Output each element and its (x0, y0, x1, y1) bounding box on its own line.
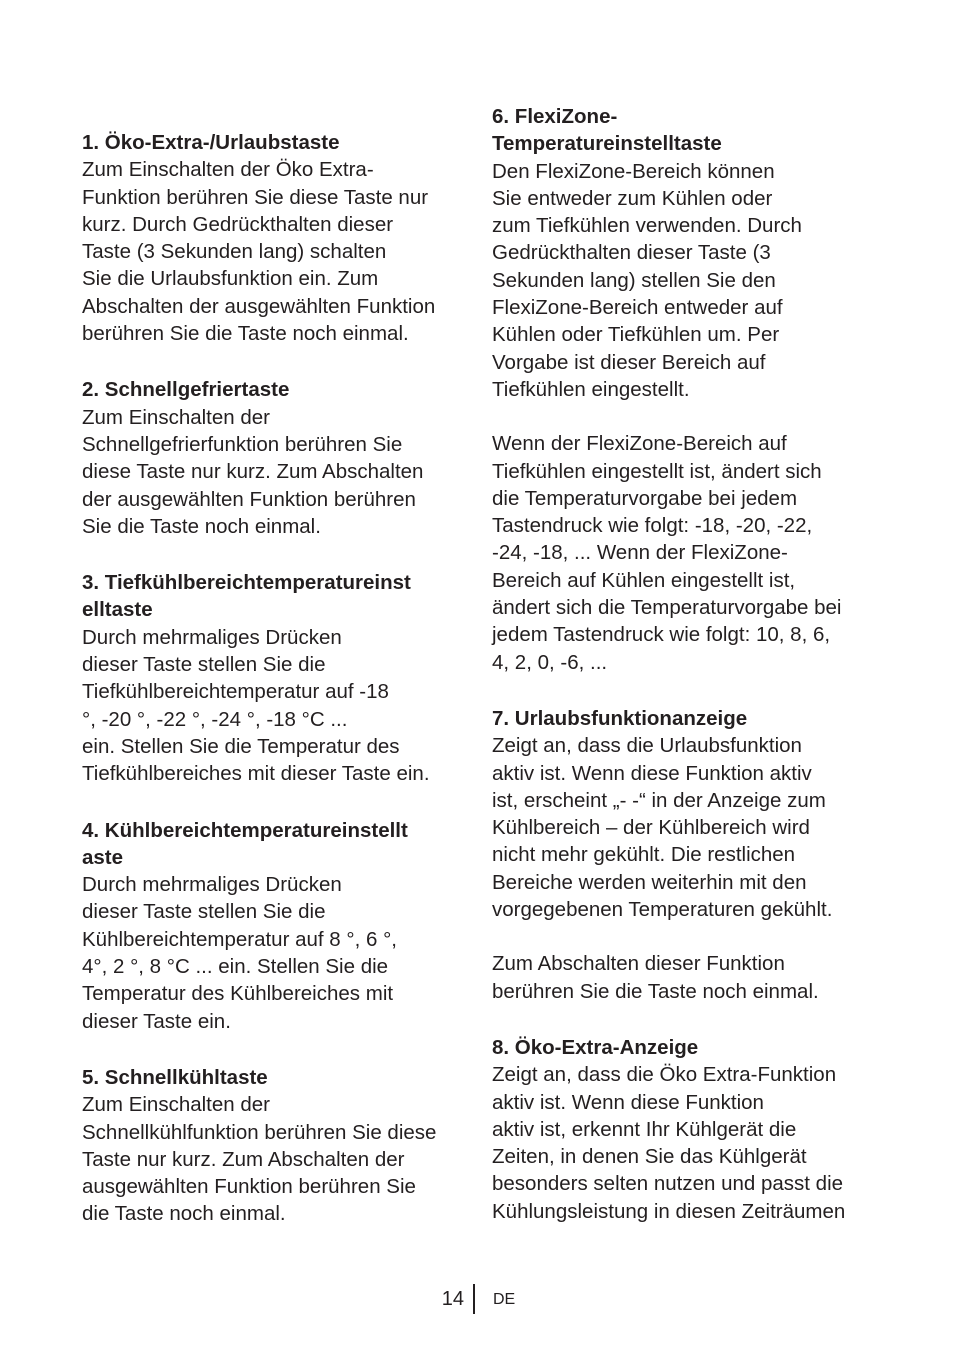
page-number: 14 (441, 1288, 464, 1310)
paragraph-line: Bereiche werden weiterhin mit den (492, 870, 807, 894)
paragraph-line: Tiefkühlen eingestellt ist, ändert sich (492, 459, 822, 483)
section-title (492, 1034, 877, 1061)
paragraph-line: diese Taste nur kurz. Zum Abschalten (82, 460, 424, 484)
paragraph-line: die Taste noch einmal. (82, 1202, 286, 1226)
paragraph-line: dieser Taste stellen Sie die (82, 900, 326, 924)
paragraph-line: -24, -18, ... Wenn der FlexiZone- (492, 541, 788, 565)
paragraph-line: °, -20 °, -22 °, -24 °, -18 °C ... (82, 707, 348, 731)
paragraph-line: der ausgewählten Funktion berühren (82, 487, 416, 511)
paragraph-line: Kühlen oder Tiefkühlen um. Per (492, 323, 780, 347)
paragraph-line: Sie die Taste noch einmal. (82, 514, 321, 538)
section-title-line: 7. Urlaubsfunktionanzeige (492, 706, 748, 730)
section (82, 129, 467, 347)
section (82, 376, 467, 540)
paragraph-line: Funktion berühren Sie diese Taste nur (82, 185, 429, 209)
paragraph-line: Abschalten der ausgewählten Funktion (82, 294, 436, 318)
section-paragraph (492, 732, 877, 923)
section-title (82, 1064, 467, 1091)
paragraph-line: Zeiten, in denen Sie das Kühlgerät (492, 1145, 807, 1169)
paragraph-line: ein. Stellen Sie die Temperatur des (82, 734, 400, 758)
paragraph-line: nicht mehr gekühlt. Die restlichen (492, 843, 796, 867)
paragraph-line: Tiefkühlen eingestellt. (492, 377, 690, 401)
paragraph-line: besonders selten nutzen und passt die (492, 1172, 844, 1196)
paragraph-line: Zum Abschalten dieser Funktion (492, 952, 785, 976)
section (82, 817, 467, 1035)
right-column (492, 103, 877, 1254)
language-code: DE (493, 1291, 516, 1308)
section-paragraph (82, 871, 467, 1035)
section-paragraph (492, 950, 877, 1005)
paragraph-line: ändert sich die Temperaturvorgabe bei (492, 596, 842, 620)
section-paragraph (492, 1061, 877, 1225)
paragraph-line: Wenn der FlexiZone-Bereich auf (492, 432, 787, 456)
section-title (82, 569, 467, 624)
paragraph-line: Durch mehrmaliges Drücken (82, 625, 342, 649)
paragraph-line: Den FlexiZone-Bereich können (492, 159, 775, 183)
paragraph-line: Kühlbereich – der Kühlbereich wird (492, 816, 810, 840)
section-paragraph (492, 158, 877, 404)
paragraph-line: Zeigt an, dass die Öko Extra-Funktion (492, 1063, 837, 1087)
section-paragraph (82, 624, 467, 788)
section-title-line: aste (82, 845, 124, 869)
paragraph-line: 4°, 2 °, 8 °C ... ein. Stellen Sie die (82, 955, 389, 979)
paragraph-line: dieser Taste stellen Sie die (82, 653, 326, 677)
section (82, 569, 467, 787)
paragraph-line: Zum Einschalten der (82, 1093, 271, 1117)
paragraph-line: Taste nur kurz. Zum Abschalten der (82, 1147, 405, 1171)
paragraph-line: aktiv ist. Wenn diese Funktion (492, 1090, 764, 1114)
page-footer (0, 1284, 954, 1314)
section-title-line: elltaste (82, 598, 153, 622)
paragraph-line: Bereich auf Kühlen eingestellt ist, (492, 568, 796, 592)
paragraph-line: ausgewählten Funktion berühren Sie (82, 1175, 416, 1199)
paragraph-line: kurz. Durch Gedrückthalten dieser (82, 212, 394, 236)
paragraph-line: Tiefkühlbereiches mit dieser Taste ein. (82, 762, 430, 786)
paragraph-line: Tiefkühlbereichtemperatur auf -18 (82, 680, 389, 704)
paragraph-line: Kühlungsleistung in diesen Zeiträumen (492, 1199, 846, 1223)
paragraph-line: berühren Sie die Taste noch einmal. (492, 979, 819, 1003)
paragraph-line: die Temperaturvorgabe bei jedem (492, 486, 798, 510)
paragraph-line: Kühlbereichtemperatur auf 8 °, 6 °, (82, 927, 397, 951)
paragraph-line: Zum Einschalten der Öko Extra- (82, 158, 374, 182)
section-paragraph (82, 1091, 467, 1227)
paragraph-line: Tastendruck wie folgt: -18, -20, -22, (492, 514, 813, 538)
section-title-line: 3. Tiefkühlbereichtemperatureinst (82, 571, 411, 595)
section-title (492, 705, 877, 732)
paragraph-line: FlexiZone-Bereich entweder auf (492, 296, 783, 320)
left-column (82, 129, 467, 1257)
paragraph-line: Zeigt an, dass die Urlaubsfunktion (492, 734, 802, 758)
section-title-line: 8. Öko-Extra-Anzeige (492, 1035, 699, 1059)
paragraph-line: Taste (3 Sekunden lang) schalten (82, 240, 387, 264)
paragraph-line: berühren Sie die Taste noch einmal. (82, 322, 409, 346)
paragraph-line: Schnellgefrierfunktion berühren Sie (82, 432, 403, 456)
paragraph-line: Temperatur des Kühlbereiches mit (82, 982, 394, 1006)
section-title (82, 129, 467, 156)
section (492, 705, 877, 1005)
section-title-line: Temperatureinstelltaste (492, 132, 722, 156)
paragraph-line: zum Tiefkühlen verwenden. Durch (492, 214, 802, 238)
paragraph-line: dieser Taste ein. (82, 1009, 231, 1033)
section-paragraph (492, 430, 877, 676)
footer-divider (473, 1284, 475, 1314)
section (492, 103, 877, 676)
section-title-line: 1. Öko-Extra-/Urlaubstaste (82, 131, 340, 154)
section-paragraph (82, 156, 467, 347)
paragraph-line: aktiv ist, erkennt Ihr Kühlgerät die (492, 1117, 797, 1141)
paragraph-line: vorgegebenen Temperaturen gekühlt. (492, 898, 833, 922)
paragraph-line: aktiv ist. Wenn diese Funktion aktiv (492, 761, 812, 785)
section-title-line: 2. Schnellgefriertaste (82, 378, 290, 402)
paragraph-line: Schnellkühlfunktion berühren Sie diese (82, 1120, 437, 1144)
section-title-line: 6. FlexiZone- (492, 105, 618, 128)
paragraph-line: ist, erscheint „- -“ in der Anzeige zum (492, 788, 826, 812)
paragraph-line: Durch mehrmaliges Drücken (82, 873, 342, 897)
paragraph-line: Sie die Urlaubsfunktion ein. Zum (82, 267, 379, 291)
section (492, 1034, 877, 1225)
section-title (492, 103, 877, 158)
section-paragraph (82, 404, 467, 540)
section-title (82, 376, 467, 403)
paragraph-line: Gedrückthalten dieser Taste (3 (492, 241, 771, 265)
paragraph-line: Sekunden lang) stellen Sie den (492, 268, 776, 292)
paragraph-line: jedem Tastendruck wie folgt: 10, 8, 6, (492, 623, 831, 647)
section (82, 1064, 467, 1228)
paragraph-line: 4, 2, 0, -6, ... (492, 650, 608, 674)
paragraph-line: Zum Einschalten der (82, 405, 271, 429)
section-title (82, 817, 467, 872)
paragraph-line: Vorgabe ist dieser Bereich auf (492, 350, 766, 374)
section-title-line: 5. Schnellkühltaste (82, 1065, 268, 1089)
section-title-line: 4. Kühlbereichtemperatureinstellt (82, 818, 408, 842)
paragraph-line: Sie entweder zum Kühlen oder (492, 186, 773, 210)
